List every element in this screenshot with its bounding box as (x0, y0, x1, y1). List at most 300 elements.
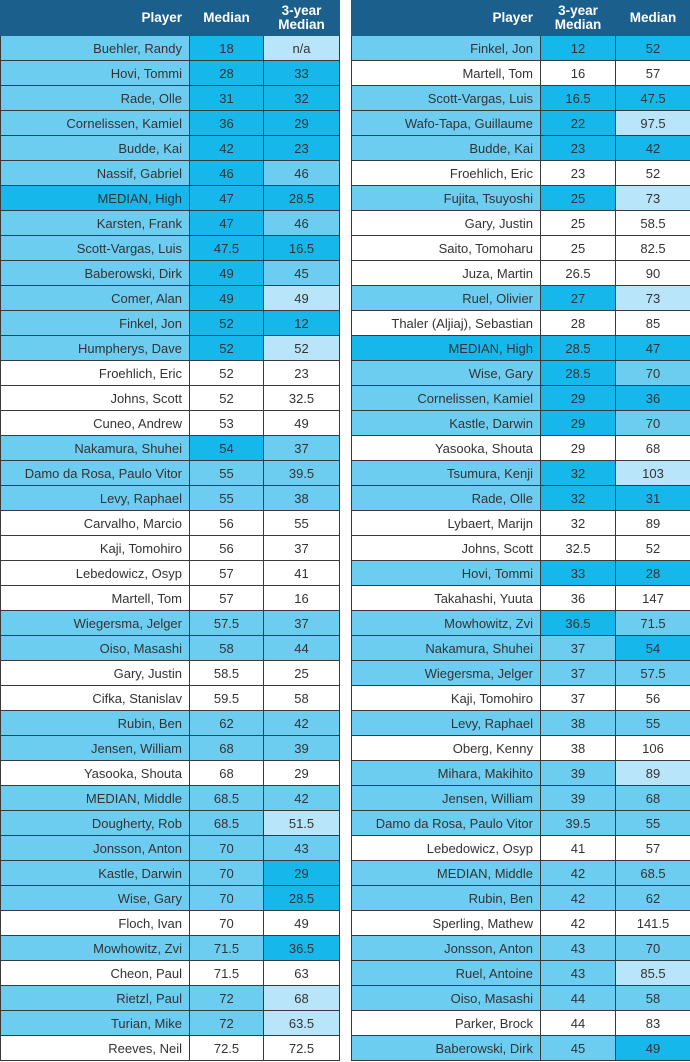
table-row (352, 1036, 690, 1061)
table-row (352, 461, 690, 486)
player-cell: Rade, Olle (1, 86, 190, 111)
value-cell: 54 (190, 436, 264, 461)
value-cell: 16.5 (541, 86, 616, 111)
value-cell: 23 (264, 136, 340, 161)
value-cell: 28.5 (541, 361, 616, 386)
table-row (1, 461, 340, 486)
value-cell: 71.5 (616, 611, 690, 636)
player-cell: Mowhowitz, Zvi (352, 611, 541, 636)
player-cell: Gary, Justin (352, 211, 541, 236)
player-cell: Froehlich, Eric (1, 361, 190, 386)
player-cell: Cornelissen, Kamiel (1, 111, 190, 136)
value-cell: 37 (541, 686, 616, 711)
value-cell: 42 (264, 711, 340, 736)
player-header: Player (352, 1, 541, 36)
value-cell: 25 (541, 236, 616, 261)
value-cell: 68 (264, 986, 340, 1011)
value-cell: 47 (616, 336, 690, 361)
table-row (352, 936, 690, 961)
value-cell: 29 (541, 436, 616, 461)
table-row (352, 361, 690, 386)
value-cell: 42 (264, 786, 340, 811)
table-row (1, 811, 340, 836)
value-cell: 58 (190, 636, 264, 661)
value-cell: 68 (190, 736, 264, 761)
value-cell: 32.5 (541, 536, 616, 561)
value-cell: 49 (190, 261, 264, 286)
player-cell: Nakamura, Shuhei (1, 436, 190, 461)
value-cell: 46 (264, 161, 340, 186)
table-row (1, 436, 340, 461)
value-cell: 62 (190, 711, 264, 736)
table-row (1, 136, 340, 161)
player-cell: Gary, Justin (1, 661, 190, 686)
value-cell: 83 (616, 1011, 690, 1036)
table-row (1, 661, 340, 686)
value-cell: 32 (541, 486, 616, 511)
value-cell: 82.5 (616, 236, 690, 261)
table-row (1, 786, 340, 811)
value-cell: 147 (616, 586, 690, 611)
player-cell: Nassif, Gabriel (1, 161, 190, 186)
table-row (1, 961, 340, 986)
player-cell: Buehler, Randy (1, 36, 190, 61)
table-row (352, 711, 690, 736)
player-cell: Martell, Tom (352, 61, 541, 86)
value-cell: 42 (541, 861, 616, 886)
value-cell: 32 (541, 511, 616, 536)
value-cell: 36 (541, 586, 616, 611)
value-cell: 42 (541, 911, 616, 936)
table-row (352, 661, 690, 686)
player-cell: Wiegersma, Jelger (1, 611, 190, 636)
value-cell: 70 (190, 861, 264, 886)
value-cell: 52 (190, 386, 264, 411)
table-row (1, 1036, 340, 1061)
player-cell: Kaji, Tomohiro (352, 686, 541, 711)
table-row (352, 311, 690, 336)
value-cell: 31 (616, 486, 690, 511)
player-cell: Rubin, Ben (352, 886, 541, 911)
player-cell: Kastle, Darwin (352, 411, 541, 436)
value-cell: 63 (264, 961, 340, 986)
value-cell: 47 (190, 211, 264, 236)
value-cell: 12 (264, 311, 340, 336)
value-cell: 72.5 (264, 1036, 340, 1061)
value-cell: 42 (190, 136, 264, 161)
value-cell: 27 (541, 286, 616, 311)
value-cell: 43 (541, 961, 616, 986)
player-cell: Turian, Mike (1, 1011, 190, 1036)
table-row (1, 361, 340, 386)
value-cell: 73 (616, 186, 690, 211)
player-cell: Oberg, Kenny (352, 736, 541, 761)
table-row (1, 286, 340, 311)
value-cell: 22 (541, 111, 616, 136)
value-cell: 54 (616, 636, 690, 661)
value-cell: n/a (264, 36, 340, 61)
player-cell: Finkel, Jon (1, 311, 190, 336)
player-cell: Thaler (Aljiaj), Sebastian (352, 311, 541, 336)
value-cell: 52 (616, 536, 690, 561)
table-row (1, 61, 340, 86)
value-cell: 52 (616, 161, 690, 186)
value-cell: 25 (264, 661, 340, 686)
value-cell: 68.5 (190, 786, 264, 811)
value-cell: 90 (616, 261, 690, 286)
player-cell: Yasooka, Shouta (352, 436, 541, 461)
value-cell: 28 (190, 61, 264, 86)
player-cell: Dougherty, Rob (1, 811, 190, 836)
header-row (352, 1, 690, 36)
player-cell: Cornelissen, Kamiel (352, 386, 541, 411)
value-cell: 73 (616, 286, 690, 311)
value-cell: 52 (616, 36, 690, 61)
table-row (1, 611, 340, 636)
value-cell: 36 (616, 386, 690, 411)
value-cell: 63.5 (264, 1011, 340, 1036)
value-cell: 89 (616, 761, 690, 786)
table-row (1, 561, 340, 586)
value-cell: 58.5 (616, 211, 690, 236)
left-table-body (1, 36, 340, 1061)
table-row (352, 586, 690, 611)
value-cell: 38 (264, 486, 340, 511)
player-cell: Reeves, Neil (1, 1036, 190, 1061)
value-cell: 29 (541, 386, 616, 411)
value-cell: 71.5 (190, 936, 264, 961)
value-cell: 12 (541, 36, 616, 61)
player-header: Player (1, 1, 190, 36)
player-cell: Lybaert, Marijn (352, 511, 541, 536)
table-row (1, 486, 340, 511)
value-cell: 55 (190, 461, 264, 486)
table-row (1, 311, 340, 336)
median-header: Median (616, 1, 690, 36)
value-cell: 57 (616, 836, 690, 861)
player-cell: MEDIAN, High (352, 336, 541, 361)
player-cell: Lebedowicz, Osyp (1, 561, 190, 586)
player-cell: Floch, Ivan (1, 911, 190, 936)
value-cell: 68 (616, 786, 690, 811)
value-cell: 49 (264, 911, 340, 936)
value-cell: 32 (541, 461, 616, 486)
player-cell: Oiso, Masashi (352, 986, 541, 1011)
value-cell: 49 (616, 1036, 690, 1061)
player-cell: MEDIAN, Middle (352, 861, 541, 886)
table-row (1, 386, 340, 411)
value-cell: 39 (264, 736, 340, 761)
value-cell: 37 (264, 436, 340, 461)
player-cell: Nakamura, Shuhei (352, 636, 541, 661)
value-cell: 47 (190, 186, 264, 211)
value-cell: 58 (616, 986, 690, 1011)
player-cell: Budde, Kai (1, 136, 190, 161)
value-cell: 52 (190, 336, 264, 361)
table-row (1, 586, 340, 611)
value-cell: 62 (616, 886, 690, 911)
value-cell: 36 (190, 111, 264, 136)
value-cell: 56 (616, 686, 690, 711)
value-cell: 56 (190, 536, 264, 561)
player-cell: Mowhowitz, Zvi (1, 936, 190, 961)
player-cell: Cifka, Stanislav (1, 686, 190, 711)
player-cell: Levy, Raphael (352, 711, 541, 736)
table-row (352, 811, 690, 836)
value-cell: 55 (616, 811, 690, 836)
value-cell: 25 (541, 186, 616, 211)
player-cell: Kaji, Tomohiro (1, 536, 190, 561)
table-row (352, 236, 690, 261)
player-cell: Comer, Alan (1, 286, 190, 311)
table-row (1, 761, 340, 786)
value-cell: 49 (264, 286, 340, 311)
value-cell: 56 (190, 511, 264, 536)
value-cell: 72 (190, 986, 264, 1011)
table-row (352, 261, 690, 286)
table-row (352, 211, 690, 236)
value-cell: 106 (616, 736, 690, 761)
value-cell: 25 (541, 211, 616, 236)
player-cell: Finkel, Jon (352, 36, 541, 61)
table-row (352, 736, 690, 761)
value-cell: 23 (541, 161, 616, 186)
player-cell: Parker, Brock (352, 1011, 541, 1036)
value-cell: 52 (190, 311, 264, 336)
player-cell: Oiso, Masashi (1, 636, 190, 661)
value-cell: 68.5 (190, 811, 264, 836)
player-cell: Jonsson, Anton (352, 936, 541, 961)
value-cell: 97.5 (616, 111, 690, 136)
table-row (352, 786, 690, 811)
table-row (352, 886, 690, 911)
value-cell: 33 (264, 61, 340, 86)
median-header: Median (190, 1, 264, 36)
value-cell: 70 (616, 936, 690, 961)
value-cell: 37 (541, 661, 616, 686)
table-row (352, 136, 690, 161)
value-cell: 37 (264, 536, 340, 561)
value-cell: 42 (541, 886, 616, 911)
value-cell: 89 (616, 511, 690, 536)
value-cell: 57.5 (190, 611, 264, 636)
table-row (1, 911, 340, 936)
value-cell: 44 (541, 1011, 616, 1036)
table-row (352, 961, 690, 986)
value-cell: 57.5 (616, 661, 690, 686)
table-row (1, 886, 340, 911)
table-row (1, 536, 340, 561)
value-cell: 141.5 (616, 911, 690, 936)
player-cell: Sperling, Mathew (352, 911, 541, 936)
player-cell: Ruel, Olivier (352, 286, 541, 311)
value-cell: 58 (264, 686, 340, 711)
value-cell: 57 (190, 586, 264, 611)
player-cell: Wiegersma, Jelger (352, 661, 541, 686)
value-cell: 36.5 (541, 611, 616, 636)
table-row (352, 861, 690, 886)
value-cell: 70 (190, 836, 264, 861)
table-row (1, 111, 340, 136)
player-cell: Martell, Tom (1, 586, 190, 611)
value-cell: 43 (264, 836, 340, 861)
value-cell: 68.5 (616, 861, 690, 886)
table-row (1, 1011, 340, 1036)
table-row (352, 36, 690, 61)
table-row (352, 911, 690, 936)
value-cell: 28 (616, 561, 690, 586)
player-cell: Humpherys, Dave (1, 336, 190, 361)
table-row (352, 286, 690, 311)
value-cell: 16 (541, 61, 616, 86)
value-cell: 49 (264, 411, 340, 436)
value-cell: 23 (264, 361, 340, 386)
table-row (352, 761, 690, 786)
player-cell: Froehlich, Eric (352, 161, 541, 186)
table-row (352, 836, 690, 861)
player-cell: Hovi, Tommi (1, 61, 190, 86)
player-cell: Kastle, Darwin (1, 861, 190, 886)
three-year-median-header: 3-year Median (541, 1, 616, 36)
value-cell: 29 (264, 111, 340, 136)
table-row (1, 161, 340, 186)
player-cell: Rade, Olle (352, 486, 541, 511)
table-row (1, 336, 340, 361)
value-cell: 37 (541, 636, 616, 661)
table-row (1, 986, 340, 1011)
table-row (1, 411, 340, 436)
table-row (1, 836, 340, 861)
table-row (352, 486, 690, 511)
value-cell: 51.5 (264, 811, 340, 836)
value-cell: 39 (541, 761, 616, 786)
player-cell: Cheon, Paul (1, 961, 190, 986)
value-cell: 103 (616, 461, 690, 486)
table-row (352, 536, 690, 561)
value-cell: 57 (190, 561, 264, 586)
value-cell: 49 (190, 286, 264, 311)
value-cell: 28.5 (264, 886, 340, 911)
player-cell: Budde, Kai (352, 136, 541, 161)
table-row (352, 636, 690, 661)
table-row (352, 336, 690, 361)
player-cell: Levy, Raphael (1, 486, 190, 511)
value-cell: 18 (190, 36, 264, 61)
player-cell: Juza, Martin (352, 261, 541, 286)
player-cell: Wise, Gary (352, 361, 541, 386)
player-cell: MEDIAN, Middle (1, 786, 190, 811)
player-cell: Scott-Vargas, Luis (1, 236, 190, 261)
value-cell: 47.5 (616, 86, 690, 111)
player-cell: Jensen, William (352, 786, 541, 811)
table-row (352, 686, 690, 711)
value-cell: 23 (541, 136, 616, 161)
value-cell: 44 (264, 636, 340, 661)
value-cell: 32.5 (264, 386, 340, 411)
value-cell: 70 (190, 886, 264, 911)
player-cell: Rietzl, Paul (1, 986, 190, 1011)
value-cell: 42 (616, 136, 690, 161)
value-cell: 46 (264, 211, 340, 236)
value-cell: 53 (190, 411, 264, 436)
value-cell: 44 (541, 986, 616, 1011)
player-cell: Baberowski, Dirk (352, 1036, 541, 1061)
player-cell: Wafo-Tapa, Guillaume (352, 111, 541, 136)
table-row (352, 1011, 690, 1036)
table-row (1, 36, 340, 61)
table-row (1, 511, 340, 536)
table-row (1, 86, 340, 111)
player-cell: Yasooka, Shouta (1, 761, 190, 786)
value-cell: 41 (541, 836, 616, 861)
player-cell: Damo da Rosa, Paulo Vitor (1, 461, 190, 486)
player-cell: Lebedowicz, Osyp (352, 836, 541, 861)
table-row (352, 386, 690, 411)
value-cell: 28 (541, 311, 616, 336)
value-cell: 29 (264, 861, 340, 886)
value-cell: 45 (541, 1036, 616, 1061)
right-table (351, 0, 690, 1061)
player-cell: Wise, Gary (1, 886, 190, 911)
value-cell: 52 (264, 336, 340, 361)
table-row (352, 561, 690, 586)
player-cell: Scott-Vargas, Luis (352, 86, 541, 111)
value-cell: 68 (616, 436, 690, 461)
player-cell: Takahashi, Yuuta (352, 586, 541, 611)
value-cell: 72.5 (190, 1036, 264, 1061)
player-cell: Fujita, Tsuyoshi (352, 186, 541, 211)
value-cell: 72 (190, 1011, 264, 1036)
table-row (1, 861, 340, 886)
value-cell: 70 (616, 361, 690, 386)
player-cell: Mihara, Makihito (352, 761, 541, 786)
value-cell: 16.5 (264, 236, 340, 261)
value-cell: 39.5 (541, 811, 616, 836)
value-cell: 28.5 (541, 336, 616, 361)
value-cell: 29 (264, 761, 340, 786)
value-cell: 41 (264, 561, 340, 586)
player-cell: Ruel, Antoine (352, 961, 541, 986)
value-cell: 43 (541, 936, 616, 961)
value-cell: 58.5 (190, 661, 264, 686)
player-cell: Rubin, Ben (1, 711, 190, 736)
player-cell: Jonsson, Anton (1, 836, 190, 861)
player-cell: Damo da Rosa, Paulo Vitor (352, 811, 541, 836)
table-row (1, 186, 340, 211)
table-row (1, 261, 340, 286)
left-table (0, 0, 340, 1061)
table-row (352, 511, 690, 536)
value-cell: 39 (541, 786, 616, 811)
value-cell: 16 (264, 586, 340, 611)
table-row (352, 986, 690, 1011)
value-cell: 85 (616, 311, 690, 336)
table-row (352, 411, 690, 436)
value-cell: 37 (264, 611, 340, 636)
value-cell: 31 (190, 86, 264, 111)
player-cell: Johns, Scott (1, 386, 190, 411)
player-cell: Saito, Tomoharu (352, 236, 541, 261)
table-row (1, 236, 340, 261)
table-row (352, 436, 690, 461)
player-cell: Hovi, Tommi (352, 561, 541, 586)
table-row (352, 111, 690, 136)
value-cell: 59.5 (190, 686, 264, 711)
table-row (1, 636, 340, 661)
table-row (1, 711, 340, 736)
value-cell: 68 (190, 761, 264, 786)
value-cell: 45 (264, 261, 340, 286)
